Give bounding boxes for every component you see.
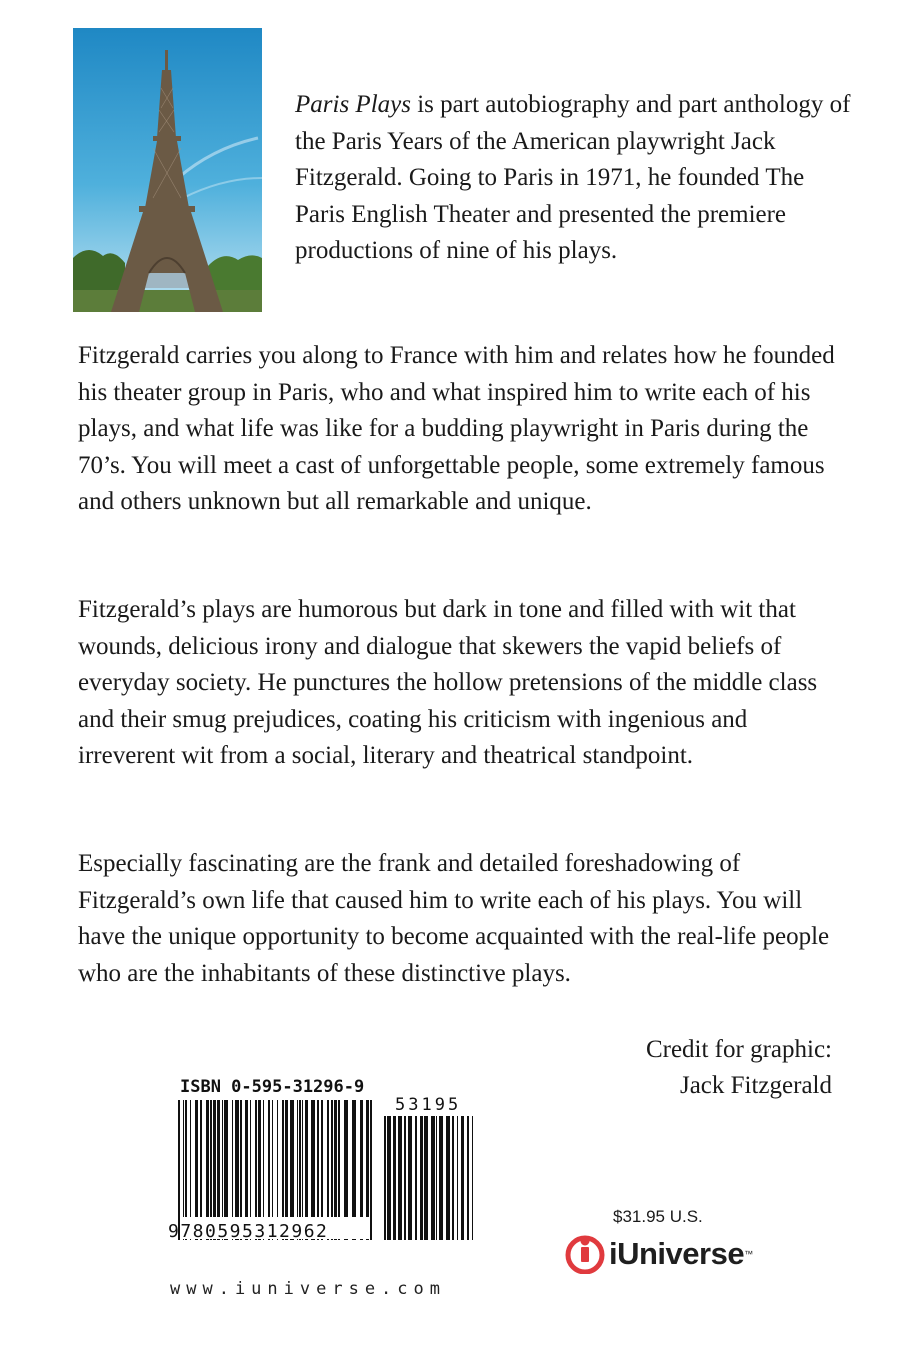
barcode-bar	[431, 1116, 435, 1240]
barcode-bar	[387, 1116, 391, 1240]
barcode-bar	[404, 1116, 406, 1240]
eiffel-tower-photo	[73, 28, 262, 312]
barcode-bar	[452, 1116, 454, 1240]
publisher-website: www.iuniverse.com	[170, 1279, 446, 1299]
barcode-bar	[384, 1116, 386, 1240]
barcode-bar	[439, 1116, 443, 1240]
iuniverse-logo	[565, 1232, 753, 1276]
credit-name: Jack Fitzgerald	[679, 1072, 832, 1099]
graphic-credit	[646, 1032, 832, 1104]
eiffel-tower-icon	[73, 28, 262, 312]
barcode-bar	[436, 1116, 437, 1240]
barcode-bar	[370, 1100, 372, 1240]
description-paragraph: Especially fascinating are the frank and detailed foreshadowing of Fitzgerald’s own life that caused him to write each of his plays. You will have the unique opportunity to become acquainted with the real-life people who are the inhabitants of these distinctive plays.	[78, 850, 830, 987]
barcode-bar	[393, 1116, 396, 1240]
intro-text: is part autobiography and part anthology of the Paris Years of the American playwright Jack Fitzgerald. Going to Paris in 1971, he founded The Paris English Theater and presented the premiere productions of nine of his plays.	[295, 91, 851, 264]
publisher-name: iUniverse	[609, 1236, 745, 1271]
isbn-label: ISBN 0-595-31296-9	[180, 1077, 365, 1097]
credit-label: Credit for graphic:	[645, 1036, 832, 1063]
barcode-bar	[461, 1116, 464, 1240]
intro-paragraph	[295, 87, 855, 270]
iuniverse-logo-icon	[565, 1234, 605, 1274]
barcode-bar	[472, 1116, 473, 1240]
trademark-symbol: ™	[744, 1249, 754, 1259]
addon-barcode-bars	[384, 1116, 473, 1240]
barcode-bar	[408, 1116, 412, 1240]
barcode-graphic	[160, 1072, 480, 1252]
price-code: 53195	[395, 1095, 462, 1115]
barcode-bar	[420, 1116, 423, 1240]
description-paragraph: Fitzgerald carries you along to France with him and relates how he founded his theater group in Paris, who and what inspired him to write each of his plays, and what life was like for a budding playwright in Paris during the 70’s. You will meet a cast of unforgettable people, some extremely famous and others unknown but all remarkable and unique.	[78, 342, 835, 515]
barcode-bar	[424, 1116, 428, 1240]
barcode-bar	[457, 1116, 458, 1240]
barcode-bar	[178, 1100, 180, 1240]
ean-digits: 9780595312962	[168, 1221, 329, 1242]
barcode-bar	[398, 1116, 402, 1240]
isbn-barcode	[160, 1072, 480, 1252]
price-label: $31.95 U.S.	[613, 1207, 703, 1226]
barcode-bar	[467, 1116, 469, 1240]
book-title: Paris Plays	[295, 91, 411, 118]
description-paragraph: Fitzgerald’s plays are humorous but dark in tone and filled with wit that wounds, delicious irony and dialogue that skewers the vapid beliefs of everyday society. He punctures the hollow pretensions of the middle class and their smug prejudices, coating his criticism with ingenious and irreverent wit from a social, literary and theatrical standpoint.	[78, 596, 818, 769]
barcode-bar	[415, 1116, 417, 1240]
barcode-bar	[446, 1116, 450, 1240]
